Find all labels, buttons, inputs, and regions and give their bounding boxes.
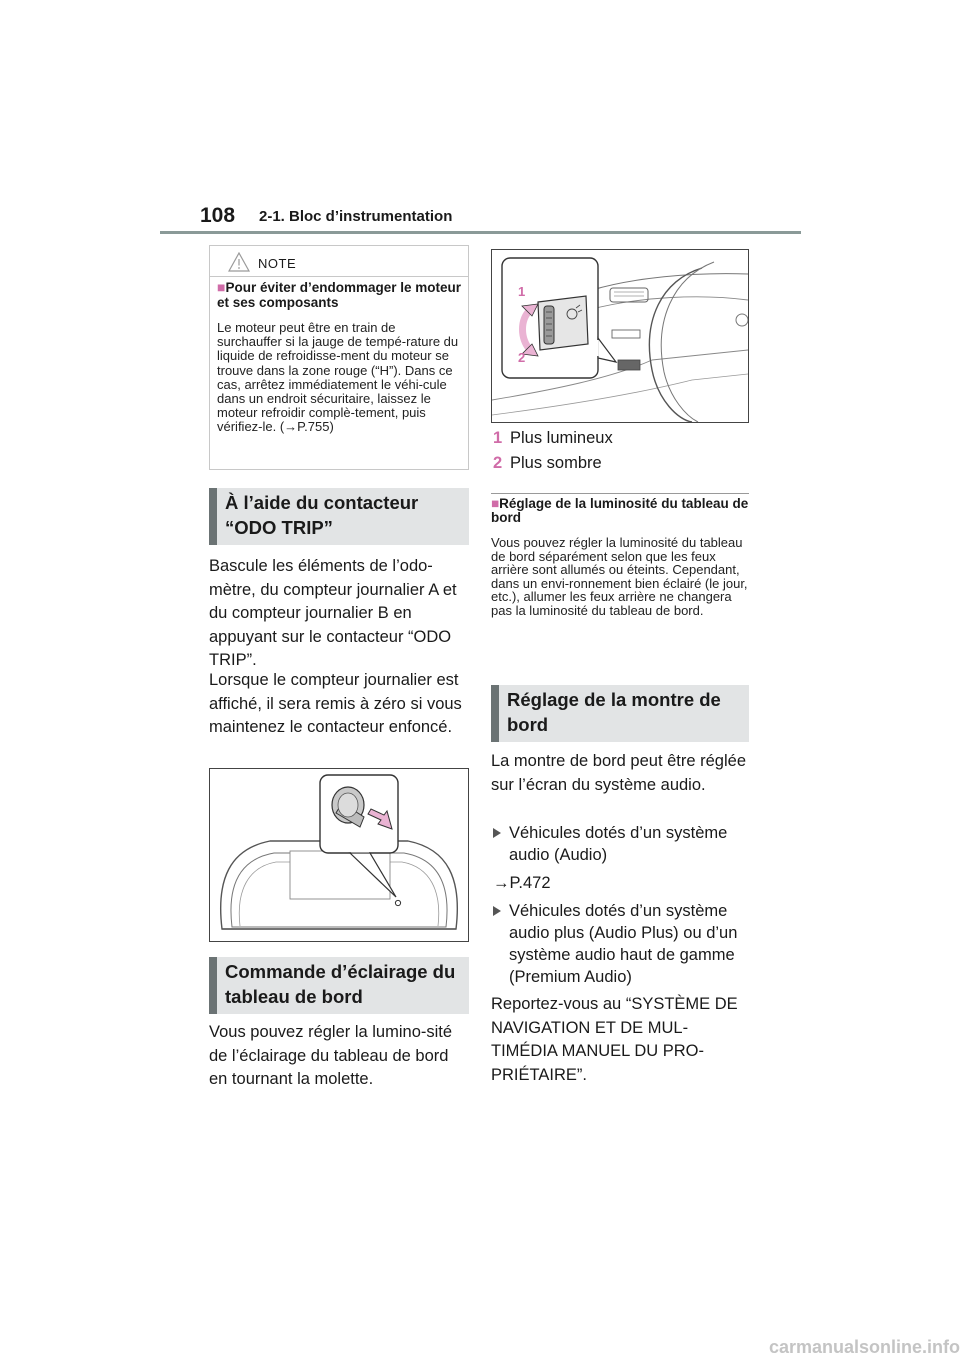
bullet-text: Véhicules dotés d’un système audio plus (Audio Plus) ou d’un système audio haut de gamme (Premium Audio) xyxy=(509,902,738,986)
odo-paragraph-2: Lorsque le compteur journalier est affiché, il sera remis à zéro si vous maintenez le contacteur enfoncé. xyxy=(209,671,462,736)
header-rule xyxy=(160,231,801,234)
page-number: 108 xyxy=(200,204,236,227)
list-item-darker xyxy=(493,452,602,474)
bullet-audio-plus xyxy=(493,900,749,988)
note-body: Le moteur peut être en train de surchauffer si la jauge de tempé-rature du liquide de refroidisse-ment du moteur se trouve dans la zone rouge (“H”). Dans ce cas, arrêtez immédiatement le véhi-cule dans un endroit sécuritaire, laissez le moteur refroidir complè-tement, puis vérifiez-le. (→P.755) xyxy=(217,320,459,435)
square-bullet-icon: ■ xyxy=(217,279,226,295)
subsection-rule xyxy=(491,493,749,494)
bullet-audio xyxy=(493,822,749,866)
odo-trip-figure xyxy=(209,768,469,942)
clock-paragraph-2: Reportez-vous au “SYSTÈME DE NAVIGATION ET DE MUL-TIMÉDIA MANUEL DU PRO-PRIÉTAIRE”. xyxy=(491,995,738,1084)
subsection-title-text: Réglage de la luminosité du tableau de bord xyxy=(491,496,749,525)
dashboard-illustration xyxy=(492,250,748,422)
note-header xyxy=(210,246,468,277)
odo-paragraph-1: Bascule les éléments de l’odo-mètre, du compteur journalier A et du compteur journalier B en appuyant sur le contacteur “ODO TRIP”. xyxy=(209,557,457,669)
section-title: 2-1. Bloc d’instrumentation xyxy=(259,208,453,225)
heading-clock: Réglage de la montre de bord xyxy=(491,685,749,742)
lighting-paragraph: Vous pouvez régler la lumino-sité de l’éclairage du tableau de bord en tournant la molette. xyxy=(209,1023,453,1088)
clock-paragraph: La montre de bord peut être réglée sur l’écran du système audio. xyxy=(491,752,747,794)
triangle-bullet-icon xyxy=(493,906,501,916)
dimmer-dial-figure xyxy=(491,249,749,423)
list-item-brighter xyxy=(493,427,613,449)
subsection-body: Vous pouvez régler la luminosité du tableau de bord séparément selon que les feux arrière sont allumés ou éteints. Cependant, dans un envi-ronnement bien éclairé (le jour, etc.), allumer les feux arrière ne changera pas la luminosité du tableau de bord. xyxy=(491,535,748,618)
list-number: 2 xyxy=(493,454,503,472)
note-box xyxy=(209,245,469,470)
figure-label-1: 1 xyxy=(518,284,526,299)
triangle-bullet-icon xyxy=(493,828,501,838)
watermark: carmanualsonline.info xyxy=(768,1337,960,1357)
note-label: NOTE xyxy=(258,256,297,271)
heading-instrument-lighting: Commande d’éclairage du tableau de bord xyxy=(209,957,469,1014)
bullet-text: Véhicules dotés d’un système audio (Audio) xyxy=(509,824,728,864)
note-title-text: Pour éviter d’endommager le moteur et ses composants xyxy=(217,280,462,310)
note-title xyxy=(217,280,463,310)
figure-label-2: 2 xyxy=(518,350,526,365)
list-text: Plus lumineux xyxy=(510,429,613,447)
list-number: 1 xyxy=(493,429,503,447)
list-text: Plus sombre xyxy=(510,454,602,472)
heading-odo-trip: À l’aide du contacteur “ODO TRIP” xyxy=(209,488,469,545)
warning-icon xyxy=(228,252,250,272)
square-bullet-icon: ■ xyxy=(491,496,500,511)
page-reference-link[interactable]: →P.472 xyxy=(493,874,551,892)
instrument-cluster-illustration xyxy=(210,769,468,941)
subsection-title xyxy=(491,497,749,525)
